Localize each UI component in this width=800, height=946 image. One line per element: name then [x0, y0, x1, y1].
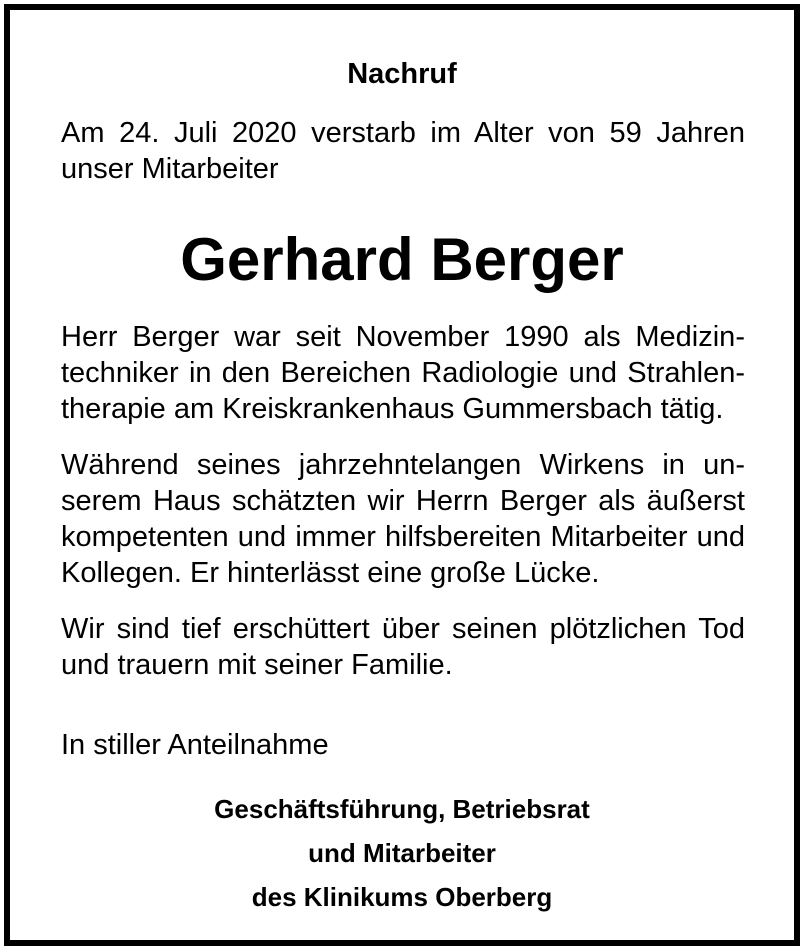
intro-text: Am 24. Juli 2020 verstarb im Alter von 59 Jahren unser Mitarbeiter: [61, 117, 745, 185]
obituary-notice: [4, 4, 800, 946]
notice-title: Nachruf: [347, 58, 457, 90]
signature-block: [10, 787, 794, 919]
signature-line: und Mitarbeiter: [308, 838, 496, 868]
paragraph-tribute: Während seines jahrzehntelangen Wirkens in unserem Haus schätzten wir Herrn Berger als äußerst kompetenten und immer hilfsbereiten Mitarbeiter und Kollegen. Er hinterlässt eine große Lücke.: [61, 449, 745, 589]
paragraph-career: Herr Berger war seit November 1990 als Medizintechniker in den Bereichen Radiologie und Strahlentherapie am Kreiskrankenhaus Gummersbach tätig.: [61, 321, 745, 425]
paragraph-condolence: Wir sind tief erschüttert über seinen plötzlichen Tod und trauern mit seiner Familie.: [61, 613, 745, 681]
signature-line: Geschäftsführung, Betriebsrat: [214, 794, 590, 824]
signature-line: des Klinikums Oberberg: [251, 882, 553, 912]
deceased-name: Gerhard Berger: [180, 226, 624, 293]
closing-phrase: In stiller Anteilnahme: [61, 729, 329, 761]
